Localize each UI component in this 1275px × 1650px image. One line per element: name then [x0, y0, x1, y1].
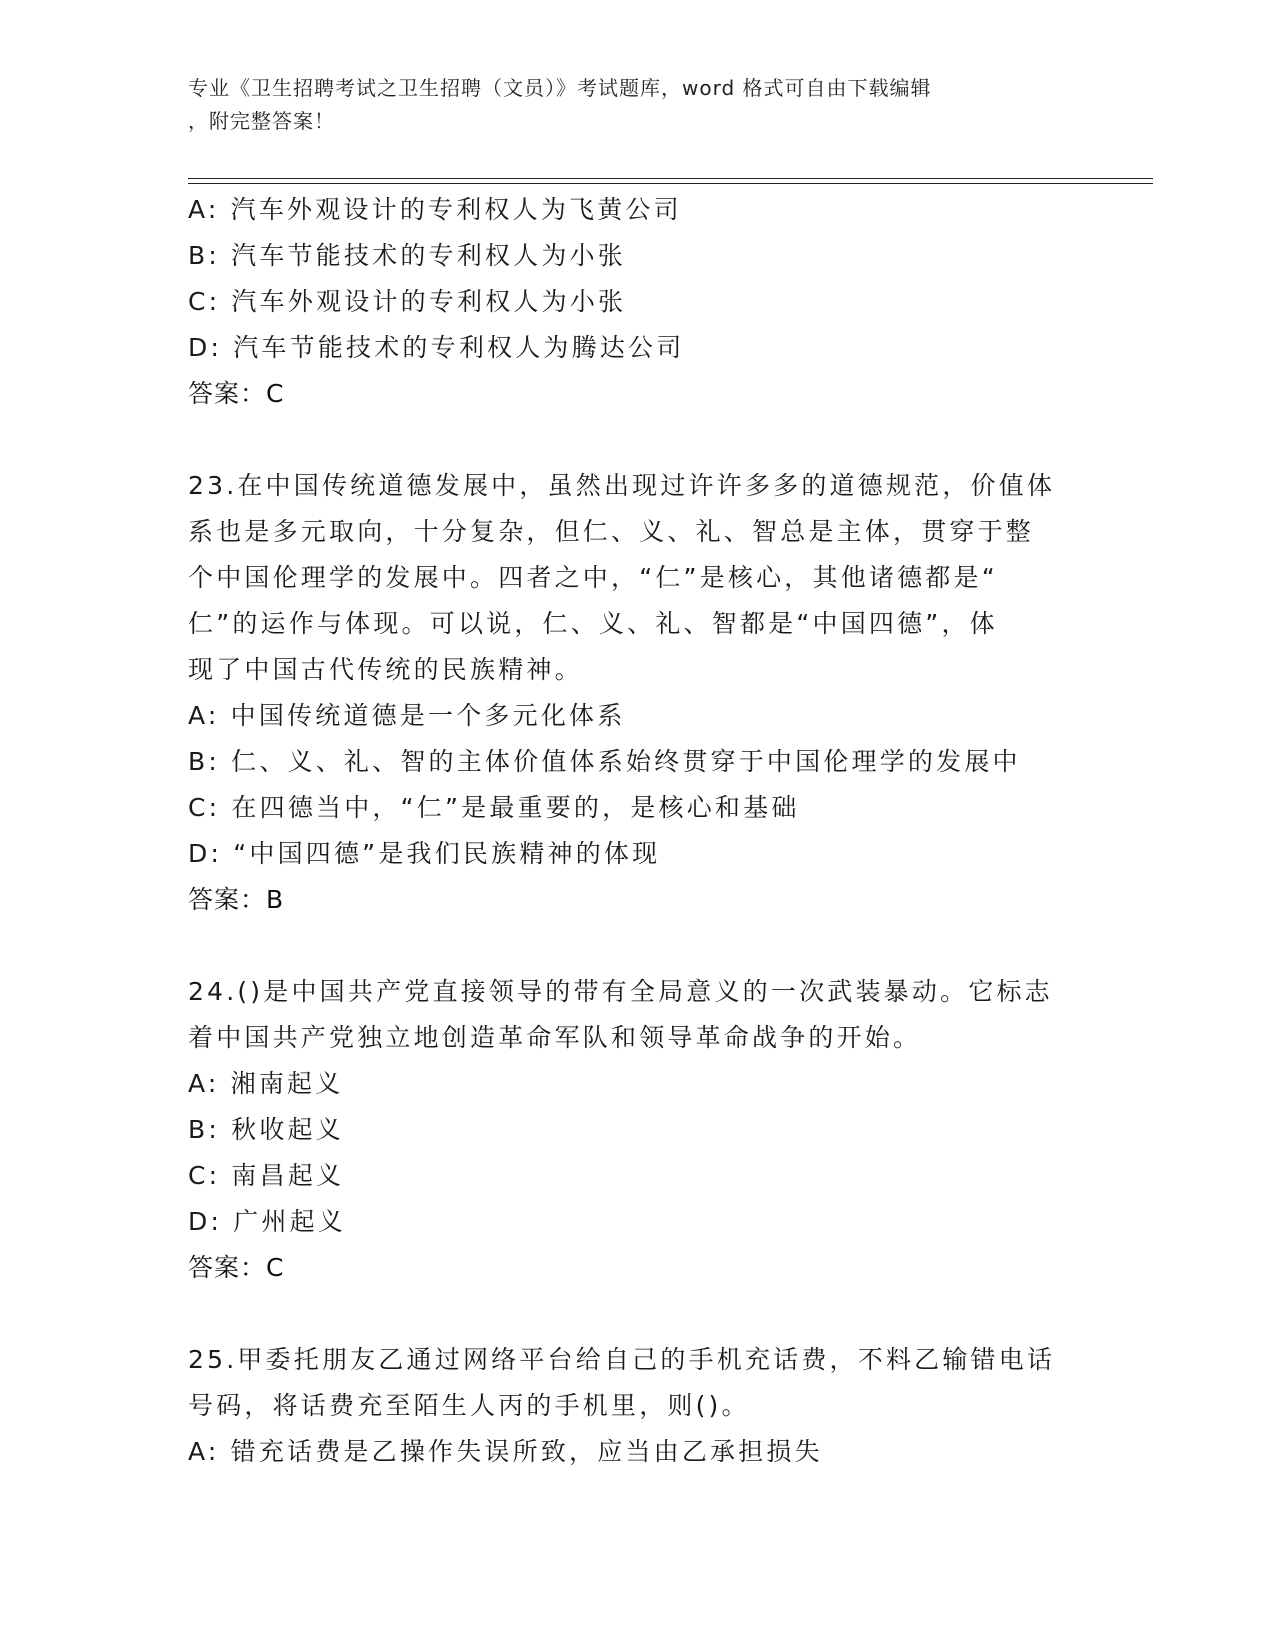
question-text: 系也是多元取向，十分复杂，但仁、义、礼、智总是主体，贯穿于整 [188, 517, 1035, 546]
option-a: A: 汽车外观设计的专利权人为飞黄公司 [188, 195, 682, 224]
spacer [188, 1291, 1108, 1337]
option-d: D: 广州起义 [188, 1207, 347, 1236]
question-list [188, 187, 1108, 1475]
question-23 [188, 463, 1108, 923]
option-a: A: 湘南起义 [188, 1069, 344, 1098]
option-a: A: 中国传统道德是一个多元化体系 [188, 701, 626, 730]
option-d: D: “中国四德”是我们民族精神的体现 [188, 839, 661, 868]
answer: 答案：C [188, 379, 285, 408]
question-text: 个中国伦理学的发展中。四者之中，“仁”是核心，其他诸德都是“ [188, 563, 998, 592]
question-text: 24.()是中国共产党直接领导的带有全局意义的一次武装暴动。它标志 [188, 977, 1053, 1006]
option-b: B: 仁、义、礼、智的主体价值体系始终贯穿于中国伦理学的发展中 [188, 747, 1021, 776]
question-text: 号码，将话费充至陌生人丙的手机里，则()。 [188, 1391, 750, 1420]
header-divider-bottom [188, 183, 1153, 184]
question-text: 仁”的运作与体现。可以说，仁、义、礼、智都是“中国四德”，体 [188, 609, 998, 638]
question-22 [188, 187, 1108, 417]
question-25 [188, 1337, 1108, 1475]
spacer [188, 923, 1108, 969]
option-c: C: 汽车外观设计的专利权人为小张 [188, 287, 627, 316]
option-c: C: 在四德当中，“仁”是最重要的，是核心和基础 [188, 793, 800, 822]
question-text: 着中国共产党独立地创造革命军队和领导革命战争的开始。 [188, 1023, 922, 1052]
spacer [188, 417, 1108, 463]
option-c: C: 南昌起义 [188, 1161, 345, 1190]
answer: 答案：C [188, 1253, 285, 1282]
answer: 答案：B [188, 885, 285, 914]
option-b: B: 汽车节能技术的专利权人为小张 [188, 241, 626, 270]
question-text: 现了中国古代传统的民族精神。 [188, 655, 583, 684]
option-b: B: 秋收起义 [188, 1115, 344, 1144]
question-text: 25.甲委托朋友乙通过网络平台给自己的手机充话费，不料乙输错电话 [188, 1345, 1056, 1374]
document-header [188, 72, 1068, 138]
header-line-2: ，附完整答案！ [188, 109, 335, 133]
option-d: D: 汽车节能技术的专利权人为腾达公司 [188, 333, 685, 362]
question-text: 23.在中国传统道德发展中，虽然出现过许许多多的道德规范，价值体 [188, 471, 1056, 500]
question-24 [188, 969, 1108, 1291]
option-a: A: 错充话费是乙操作失误所致，应当由乙承担损失 [188, 1437, 823, 1466]
header-divider-top [188, 178, 1153, 179]
header-line-1: 专业《卫生招聘考试之卫生招聘（文员）》考试题库，word 格式可自由下载编辑 [188, 76, 932, 100]
